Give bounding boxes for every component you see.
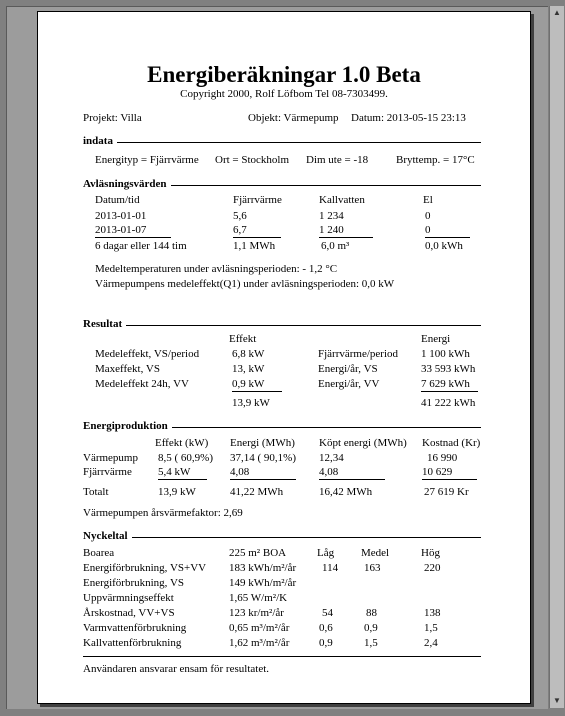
section-heading: Energiproduktion [83, 419, 168, 432]
reading-cell: 1 234 [319, 210, 344, 222]
column-header: Låg [317, 547, 335, 559]
reading-cell: 0,0 kWh [425, 240, 463, 252]
section-result [83, 317, 481, 331]
column-header: Effekt (kW) [155, 437, 209, 449]
result-sum-effect: 13,9 kW [232, 397, 270, 409]
result-cell: 13, kW [232, 363, 265, 375]
keyfigure-cell: 183 kWh/m²/år [229, 562, 297, 574]
break-temp: Bryttemp. = 17°C [396, 154, 475, 166]
keyfigure-cell: 123 kr/m²/år [229, 607, 284, 619]
column-header: Energi (MWh) [230, 437, 295, 449]
section-heading: Nyckeltal [83, 529, 128, 542]
keyfigure-cell: 220 [424, 562, 441, 574]
section-production [83, 419, 481, 433]
section-indata [83, 134, 481, 148]
disclaimer: Användaren ansvarar ensam för resultatet. [83, 663, 270, 675]
keyfigure-cell: Energiförbrukning, VS [83, 577, 185, 589]
production-cell: 13,9 kW [158, 486, 196, 498]
result-cell: 1 100 kWh [421, 348, 470, 360]
production-cell: 5,4 kW [158, 466, 207, 480]
production-cell: Totalt [83, 486, 109, 498]
mean-temp-note: Medeltemperaturen under avläsningsperioden: - 1,2 °C [95, 263, 338, 275]
reading-cell: 1 240 [319, 224, 373, 238]
copyright-line: Copyright 2000, Rolf Löfbom Tel 08-7303499. [180, 88, 388, 100]
result-cell: Medeleffekt 24h, VV [95, 378, 189, 390]
section-heading: Resultat [83, 317, 123, 330]
keyfigure-cell: 149 kWh/m²/år [229, 577, 297, 589]
keyfigure-cell: Varmvattenförbrukning [83, 622, 187, 634]
production-cell: 8,5 ( 60,9%) [158, 452, 213, 464]
production-cell: Värmepump [83, 452, 138, 464]
report-page [37, 11, 531, 704]
column-header: Fjärrvärme [233, 194, 282, 206]
result-cell: 0,9 kW [232, 378, 282, 392]
production-cell: 41,22 MWh [230, 486, 284, 498]
keyfigure-cell: 1,5 [424, 622, 438, 634]
keyfigure-cell: 0,9 [364, 622, 378, 634]
column-header: Effekt [229, 333, 257, 345]
keyfigure-cell: 1,5 [364, 637, 378, 649]
keyfigure-cell: 0,65 m³/m²/år [229, 622, 290, 634]
keyfigure-cell: 1,62 m³/m²/år [229, 637, 290, 649]
report-title: Energiberäkningar 1.0 Beta [147, 62, 421, 87]
keyfigure-cell: 114 [322, 562, 339, 574]
keyfigure-cell: 1,65 W/m²/K [229, 592, 288, 604]
object-label: Objekt: Värmepump [248, 112, 339, 124]
reading-cell: 6,7 [233, 224, 281, 238]
keyfigure-cell: Årskostnad, VV+VS [83, 607, 175, 619]
keyfigure-cell: 88 [366, 607, 377, 619]
production-cell: 16,42 MWh [319, 486, 373, 498]
reading-cell: 2013-01-07 [95, 224, 171, 238]
reading-cell: 1,1 MWh [233, 240, 276, 252]
result-sum-energy: 41 222 kWh [421, 397, 476, 409]
keyfigure-cell: 0,6 [319, 622, 333, 634]
result-cell: Medeleffekt, VS/period [95, 348, 200, 360]
production-cell: 16 990 [427, 452, 458, 464]
keyfigure-cell: Boarea [83, 547, 115, 559]
scroll-down-icon[interactable]: ▼ [553, 696, 561, 705]
column-header: El [423, 194, 433, 206]
column-header: Kostnad (Kr) [422, 437, 481, 449]
keyfigure-cell: 163 [364, 562, 381, 574]
vertical-scrollbar[interactable] [549, 6, 564, 708]
production-cell: 27 619 Kr [424, 486, 469, 498]
result-cell: Energi/år, VS [318, 363, 378, 375]
production-cell: 12,34 [319, 452, 344, 464]
reading-cell: 0 [425, 224, 470, 238]
section-heading: Avläsningsvärden [83, 177, 167, 190]
heatpump-power-note: Värmepumpens medeleffekt(Q1) under avläsningsperioden: 0,0 kW [95, 278, 395, 290]
section-keyfigures [83, 529, 481, 543]
reading-cell: 6 dagar eller 144 tim [95, 240, 187, 252]
footer-divider [83, 656, 481, 657]
result-cell: Energi/år, VV [318, 378, 380, 390]
column-header: Medel [361, 547, 390, 559]
date-label: Datum: 2013-05-15 23:13 [351, 112, 466, 124]
keyfigure-cell: 2,4 [424, 637, 438, 649]
reading-cell: 6,0 m³ [321, 240, 350, 252]
result-cell: 6,8 kW [232, 348, 265, 360]
section-readings [83, 177, 481, 191]
section-heading: indata [83, 134, 113, 147]
reading-cell: 5,6 [233, 210, 247, 222]
keyfigure-cell: Kallvattenförbrukning [83, 637, 182, 649]
production-cell: 10 629 [422, 466, 477, 480]
column-header: Kallvatten [319, 194, 365, 206]
result-cell: Maxeffekt, VS [95, 363, 160, 375]
design-temp: Dim ute = -18 [306, 154, 369, 166]
location: Ort = Stockholm [215, 154, 290, 166]
project-label: Projekt: Villa [83, 112, 142, 124]
cop-note: Värmepumpen årsvärmefaktor: 2,69 [83, 507, 243, 519]
production-cell: Fjärrvärme [83, 466, 132, 478]
column-header: Datum/tid [95, 194, 140, 206]
scroll-up-icon[interactable]: ▲ [553, 8, 561, 17]
energy-type: Energityp = Fjärrvärme [95, 154, 199, 166]
result-cell: 7 629 kWh [421, 378, 478, 392]
reading-cell: 0 [425, 210, 431, 222]
production-cell: 4,08 [319, 466, 385, 480]
result-cell: Fjärrvärme/period [318, 348, 399, 360]
keyfigure-cell: Uppvärmningseffekt [83, 592, 174, 604]
keyfigure-cell: 0,9 [319, 637, 333, 649]
keyfigure-cell: 225 m² BOA [229, 547, 287, 559]
column-header: Energi [421, 333, 451, 345]
result-cell: 33 593 kWh [421, 363, 476, 375]
column-header: Hög [421, 547, 440, 559]
keyfigure-cell: Energiförbrukning, VS+VV [83, 562, 207, 574]
column-header: Köpt energi (MWh) [319, 437, 407, 449]
production-cell: 4,08 [230, 466, 296, 480]
keyfigure-cell: 138 [424, 607, 441, 619]
keyfigure-cell: 54 [322, 607, 333, 619]
production-cell: 37,14 ( 90,1%) [230, 452, 296, 464]
reading-cell: 2013-01-01 [95, 210, 147, 222]
